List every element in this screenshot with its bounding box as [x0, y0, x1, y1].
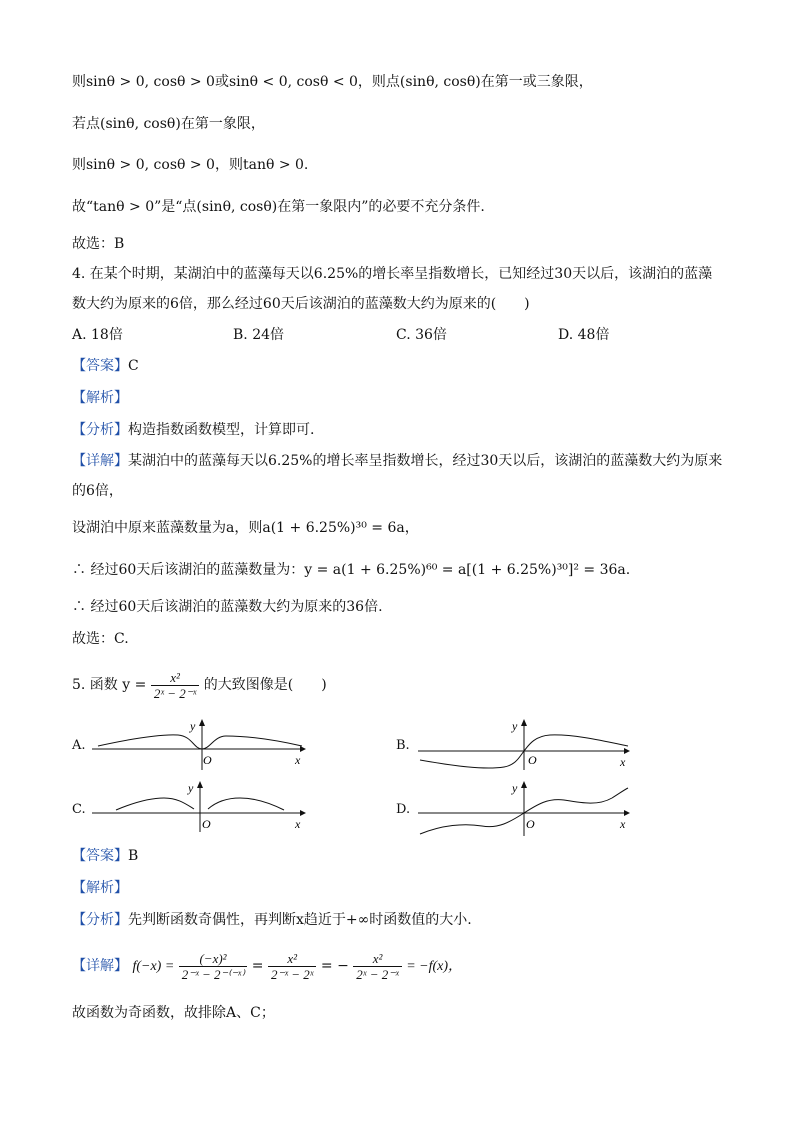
graph-c-y-arrow: [197, 781, 203, 788]
graph-c-letter: C.: [72, 802, 86, 817]
graph-a: [90, 716, 310, 772]
xj5-eq-1: =: [251, 958, 264, 974]
xj5-lhs: f(−x) =: [132, 959, 175, 974]
xj5-frac-2-den: 2⁻ˣ − 2ˣ: [270, 966, 314, 982]
graph-c-x-label: x: [295, 817, 301, 831]
graph-d-x-arrow: [624, 810, 630, 816]
analysis-5-tag: 【解析】: [72, 880, 128, 896]
step-4: 故选：C.: [72, 631, 129, 647]
graph-a-origin: O: [203, 753, 212, 767]
xj5-frac-1: [179, 951, 248, 982]
answer-value: C: [128, 358, 139, 374]
xj5-frac-1-den: 2⁻ˣ − 2⁻⁽⁻ˣ⁾: [181, 966, 245, 982]
option-a: A. 18倍: [72, 327, 123, 343]
xj5-frac-3: [353, 951, 401, 982]
graph-a-x-label: x: [295, 753, 301, 767]
xj5-frac-3-num: x²: [353, 951, 401, 967]
xiangjie-5-tag: 【详解】: [72, 958, 128, 974]
fenxi-5: [72, 910, 472, 930]
graph-b-x-label: x: [620, 755, 626, 769]
answer-5: [72, 846, 138, 866]
graph-b-y-arrow: [521, 719, 527, 726]
xiangjie-tag: 【详解】: [72, 453, 128, 469]
graph-b-x-arrow: [624, 748, 630, 754]
fenxi-5-tag: 【分析】: [72, 912, 128, 928]
step-2: ∴ 经过60天后该湖泊的蓝藻数量为：y = a(1 + 6.25%)⁶⁰ = a[(1 + 6.25%)³⁰]² = 36a.: [72, 562, 631, 578]
xiangjie-4: [72, 451, 722, 471]
graph-d-letter: D.: [396, 802, 411, 817]
q5-suffix: 的大致图像是( ): [203, 677, 327, 693]
graph-b-y-label: y: [512, 719, 518, 733]
q5-denominator: 2ˣ − 2⁻ˣ: [153, 685, 197, 701]
xj5-frac-3-den: 2ˣ − 2⁻ˣ: [356, 966, 399, 982]
xiangjie-4-cont: 的6倍，: [72, 483, 123, 499]
graph-a-letter: A.: [72, 738, 86, 753]
graph-d: [414, 778, 634, 838]
xiangjie-text: 某湖泊中的蓝藻每天以6.25%的增长率呈指数增长，经过30天以后，该湖泊的蓝藻数大约为原来: [128, 453, 723, 469]
fenxi-tag: 【分析】: [72, 422, 128, 438]
analysis-tag: 【解析】: [72, 390, 128, 406]
graph-b-letter: B.: [396, 738, 410, 753]
graph-d-x-label: x: [620, 817, 626, 831]
graph-c-x-arrow: [300, 810, 306, 816]
solution-line-1: 则sinθ > 0, cosθ > 0或sinθ < 0, cosθ < 0，则点(sinθ, cosθ)在第一或三象限，: [72, 74, 593, 90]
graph-a-y-arrow: [199, 719, 205, 726]
graph-d-origin: O: [526, 817, 535, 831]
graph-b: [414, 716, 634, 772]
graph-d-y-label: y: [512, 781, 518, 795]
graph-c-origin: O: [202, 817, 211, 831]
question-4-line-1: 4. 在某个时期，某湖泊中的蓝藻每天以6.25%的增长率呈指数增长，已知经过30天以后，该湖泊的蓝藻: [72, 266, 713, 282]
graph-c-curve-left: [116, 798, 194, 810]
step-1: 设湖泊中原来蓝藻数量为a，则a(1 + 6.25%)³⁰ = 6a，: [72, 520, 419, 536]
answer-4: [72, 356, 139, 376]
q5-numerator: x²: [151, 670, 199, 686]
answer-5-value: B: [128, 848, 139, 864]
graph-d-y-arrow: [521, 781, 527, 788]
graph-c-curve-right: [208, 798, 284, 810]
question-5: [72, 668, 327, 702]
option-d: D. 48倍: [558, 327, 610, 343]
graph-a-x-arrow: [300, 746, 306, 752]
graph-a-y-label: y: [190, 719, 196, 733]
fenxi-4: [72, 420, 314, 440]
choice-line: 故选：B: [72, 236, 125, 252]
xj5-frac-1-num: (−x)²: [179, 951, 248, 967]
q5-prefix: 5. 函数 y =: [72, 677, 147, 693]
option-b: B. 24倍: [233, 327, 285, 343]
fenxi-text: 构造指数函数模型，计算即可.: [128, 422, 315, 438]
graph-c: [90, 778, 310, 834]
graph-c-y-label: y: [188, 781, 194, 795]
xj5-rhs: = −f(x)，: [406, 959, 463, 974]
last-line: 故函数为奇函数，故排除A、C；: [72, 1005, 275, 1021]
option-c: C. 36倍: [396, 327, 447, 343]
xj5-frac-2-num: x²: [268, 951, 316, 967]
solution-line-2: 若点(sinθ, cosθ)在第一象限，: [72, 116, 265, 132]
xiangjie-5: [72, 946, 462, 987]
question-4-line-2: 数大约为原来的6倍，那么经过60天后该湖泊的蓝藻数大约为原来的( ): [72, 296, 530, 312]
graph-b-origin: O: [528, 753, 537, 767]
solution-line-4: 故“tanθ > 0”是“点(sinθ, cosθ)在第一象限内”的必要不充分条件.: [72, 199, 485, 215]
solution-line-3: 则sinθ > 0, cosθ > 0，则tanθ > 0.: [72, 157, 309, 173]
step-3: ∴ 经过60天后该湖泊的蓝藻数大约为原来的36倍.: [72, 599, 383, 615]
answer-5-tag: 【答案】: [72, 848, 128, 864]
fenxi-5-text: 先判断函数奇偶性，再判断x趋近于+∞时函数值的大小.: [128, 912, 472, 928]
xj5-frac-2: [268, 951, 316, 982]
answer-tag: 【答案】: [72, 358, 128, 374]
xj5-eq-2: = −: [320, 958, 349, 974]
q5-fraction: [151, 670, 199, 701]
graph-a-curve: [98, 735, 302, 749]
